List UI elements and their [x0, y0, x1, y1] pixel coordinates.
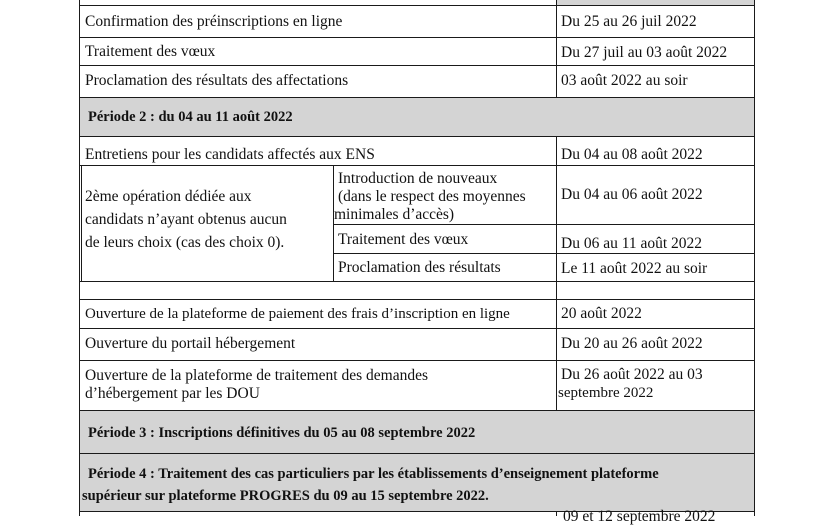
dou-date-line1: Du 26 août 2022 au 03: [561, 366, 703, 383]
periode3-heading: Période 3 : Inscriptions définitives du 05 au 08 septembre 2022: [88, 425, 476, 441]
table-left-border: [79, 0, 80, 516]
hline: [79, 37, 755, 38]
operation2-traitement-label: Traitement des vœux: [338, 231, 469, 248]
col-divider-mid: [556, 136, 557, 410]
periode4-line1: Période 4 : Traitement des cas particuliers par les établissements d’enseignement plateforme: [88, 466, 659, 482]
traitement-voeux-label: Traitement des vœux: [85, 43, 216, 60]
hline: [79, 97, 755, 98]
portail-label: Ouverture du portail hébergement: [85, 335, 296, 352]
paiement-date: 20 août 2022: [561, 305, 642, 322]
operation2-line1: 2ème opération dédiée aux: [85, 188, 252, 205]
hline: [79, 328, 755, 329]
dou-date-line2: septembre 2022: [558, 385, 654, 401]
hline: [79, 5, 755, 6]
operation2-traitement-date: Du 06 au 11 août 2022: [561, 235, 703, 252]
proclamation-affectations-date: 03 août 2022 au soir: [561, 72, 688, 89]
operation2-proclamation-date: Le 11 août 2022 au soir: [561, 260, 708, 277]
periode4-line2: supérieur sur plateforme PROGRES du 09 au 15 septembre 2022.: [82, 488, 489, 504]
introduction-line2: (dans le respect des moyennes: [338, 188, 526, 205]
hline: [333, 253, 755, 254]
hline: [79, 299, 755, 300]
hline: [79, 65, 755, 66]
entretiens-date: Du 04 au 08 août 2022: [561, 146, 703, 163]
operation2-line2: candidats n’ayant obtenus aucun: [85, 211, 287, 228]
hline: [79, 281, 755, 282]
entretiens-label: Entretiens pour les candidats affectés aux ENS: [85, 146, 375, 163]
hline: [79, 136, 755, 137]
periode2-heading: Période 2 : du 04 au 11 août 2022: [88, 109, 293, 125]
introduction-date: Du 04 au 06 août 2022: [561, 186, 703, 203]
hline: [333, 224, 755, 225]
col-divider-top: [556, 0, 557, 97]
traitement-voeux-date: Du 27 juil au 03 août 2022: [561, 44, 728, 61]
hline: [79, 453, 755, 454]
hline: [79, 165, 755, 166]
table-right-border: [754, 0, 755, 516]
introduction-line1: Introduction de nouveaux: [338, 170, 498, 187]
hline: [79, 360, 755, 361]
introduction-line3: minimales d’accès): [334, 206, 455, 223]
hline: [79, 410, 755, 411]
proclamation-affectations-label: Proclamation des résultats des affectations: [85, 72, 349, 89]
left-col-inner: [81, 165, 82, 281]
last-partial-date: 09 et 12 septembre 2022: [563, 508, 716, 525]
operation2-proclamation-label: Proclamation des résultats: [338, 259, 501, 276]
operation2-line3: de leurs choix (cas des choix 0).: [85, 234, 285, 251]
dou-line1: Ouverture de la plateforme de traitement des demandes: [85, 367, 429, 384]
portail-date: Du 20 au 26 août 2022: [561, 335, 703, 352]
dou-line2: d’hébergement par les DOU: [85, 385, 260, 402]
paiement-label: Ouverture de la plateforme de paiement des frais d’inscription en ligne: [85, 306, 510, 322]
confirmation-date: Du 25 au 26 juil 2022: [561, 13, 697, 30]
confirmation-label: Confirmation des préinscriptions en ligne: [85, 13, 343, 30]
